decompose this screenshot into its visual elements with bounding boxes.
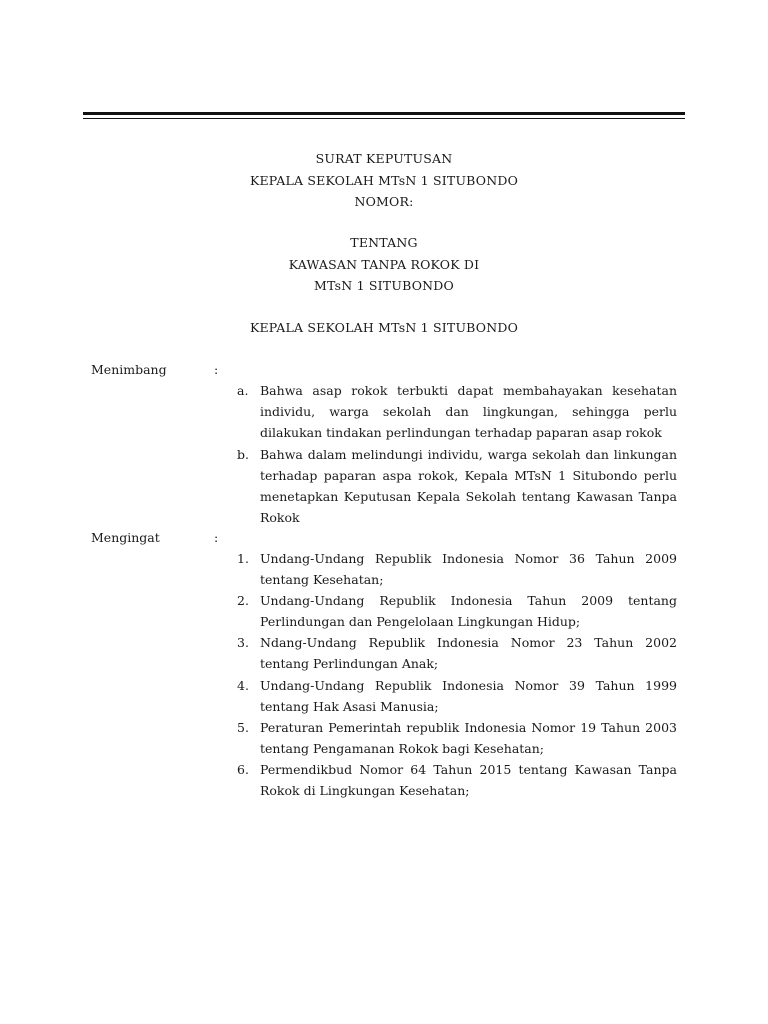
list-item-text: Ndang-Undang Republik Indonesia Nomor 23 Tahun 2002 tentang Perlindungan Anak;	[260, 635, 677, 671]
menimbang-label: Menimbang	[91, 362, 167, 377]
header-rule-thick	[83, 112, 685, 115]
subject-heading: TENTANG	[350, 235, 418, 250]
list-marker: 5.	[237, 720, 249, 735]
document-title: SURAT KEPUTUSAN	[315, 151, 453, 166]
list-item-text: Undang-Undang Republik Indonesia Nomor 36 Tahun 2009 tentang Kesehatan;	[260, 551, 677, 587]
mengingat-label: Mengingat	[91, 530, 160, 545]
authority-heading: KEPALA SEKOLAH MTsN 1 SITUBONDO	[249, 320, 519, 335]
list-marker: 1.	[237, 551, 249, 566]
subject-line-2: MTsN 1 SITUBONDO	[314, 278, 454, 293]
list-marker: b.	[237, 447, 249, 462]
document-issuer: KEPALA SEKOLAH MTsN 1 SITUBONDO	[249, 173, 519, 188]
menimbang-colon: :	[214, 362, 219, 377]
list-item-text: Bahwa dalam melindungi individu, warga sekolah dan linkungan terhadap paparan aspa rokok, Kepala MTsN 1 Situbondo perlu menetapkan Keputusan Kepala Sekolah tentang Kawasan Tanpa Rokok	[260, 447, 677, 525]
mengingat-colon: :	[214, 530, 219, 545]
list-item-text: Permendikbud Nomor 64 Tahun 2015 tentang Kawasan Tanpa Rokok di Lingkungan Kesehatan;	[260, 762, 677, 798]
list-marker: 6.	[237, 762, 249, 777]
list-item-text: Undang-Undang Republik Indonesia Tahun 2009 tentang Perlindungan dan Pengelolaan Lingkungan Hidup;	[260, 593, 677, 629]
list-marker: a.	[237, 383, 249, 398]
list-marker: 4.	[237, 678, 249, 693]
list-item-text: Peraturan Pemerintah republik Indonesia Nomor 19 Tahun 2003 tentang Pengamanan Rokok bagi Kesehatan;	[260, 720, 677, 756]
list-marker: 3.	[237, 635, 249, 650]
header-rule-thin	[83, 118, 685, 119]
list-marker: 2.	[237, 593, 249, 608]
subject-line-1: KAWASAN TANPA ROKOK DI	[288, 257, 480, 272]
document-number: NOMOR:	[354, 194, 414, 209]
list-item-text: Undang-Undang Republik Indonesia Nomor 39 Tahun 1999 tentang Hak Asasi Manusia;	[260, 678, 677, 714]
list-item-text: Bahwa asap rokok terbukti dapat membahayakan kesehatan individu, warga sekolah dan lingkungan, sehingga perlu dilakukan tindakan perlindungan terhadap paparan asap rokok	[260, 383, 677, 440]
